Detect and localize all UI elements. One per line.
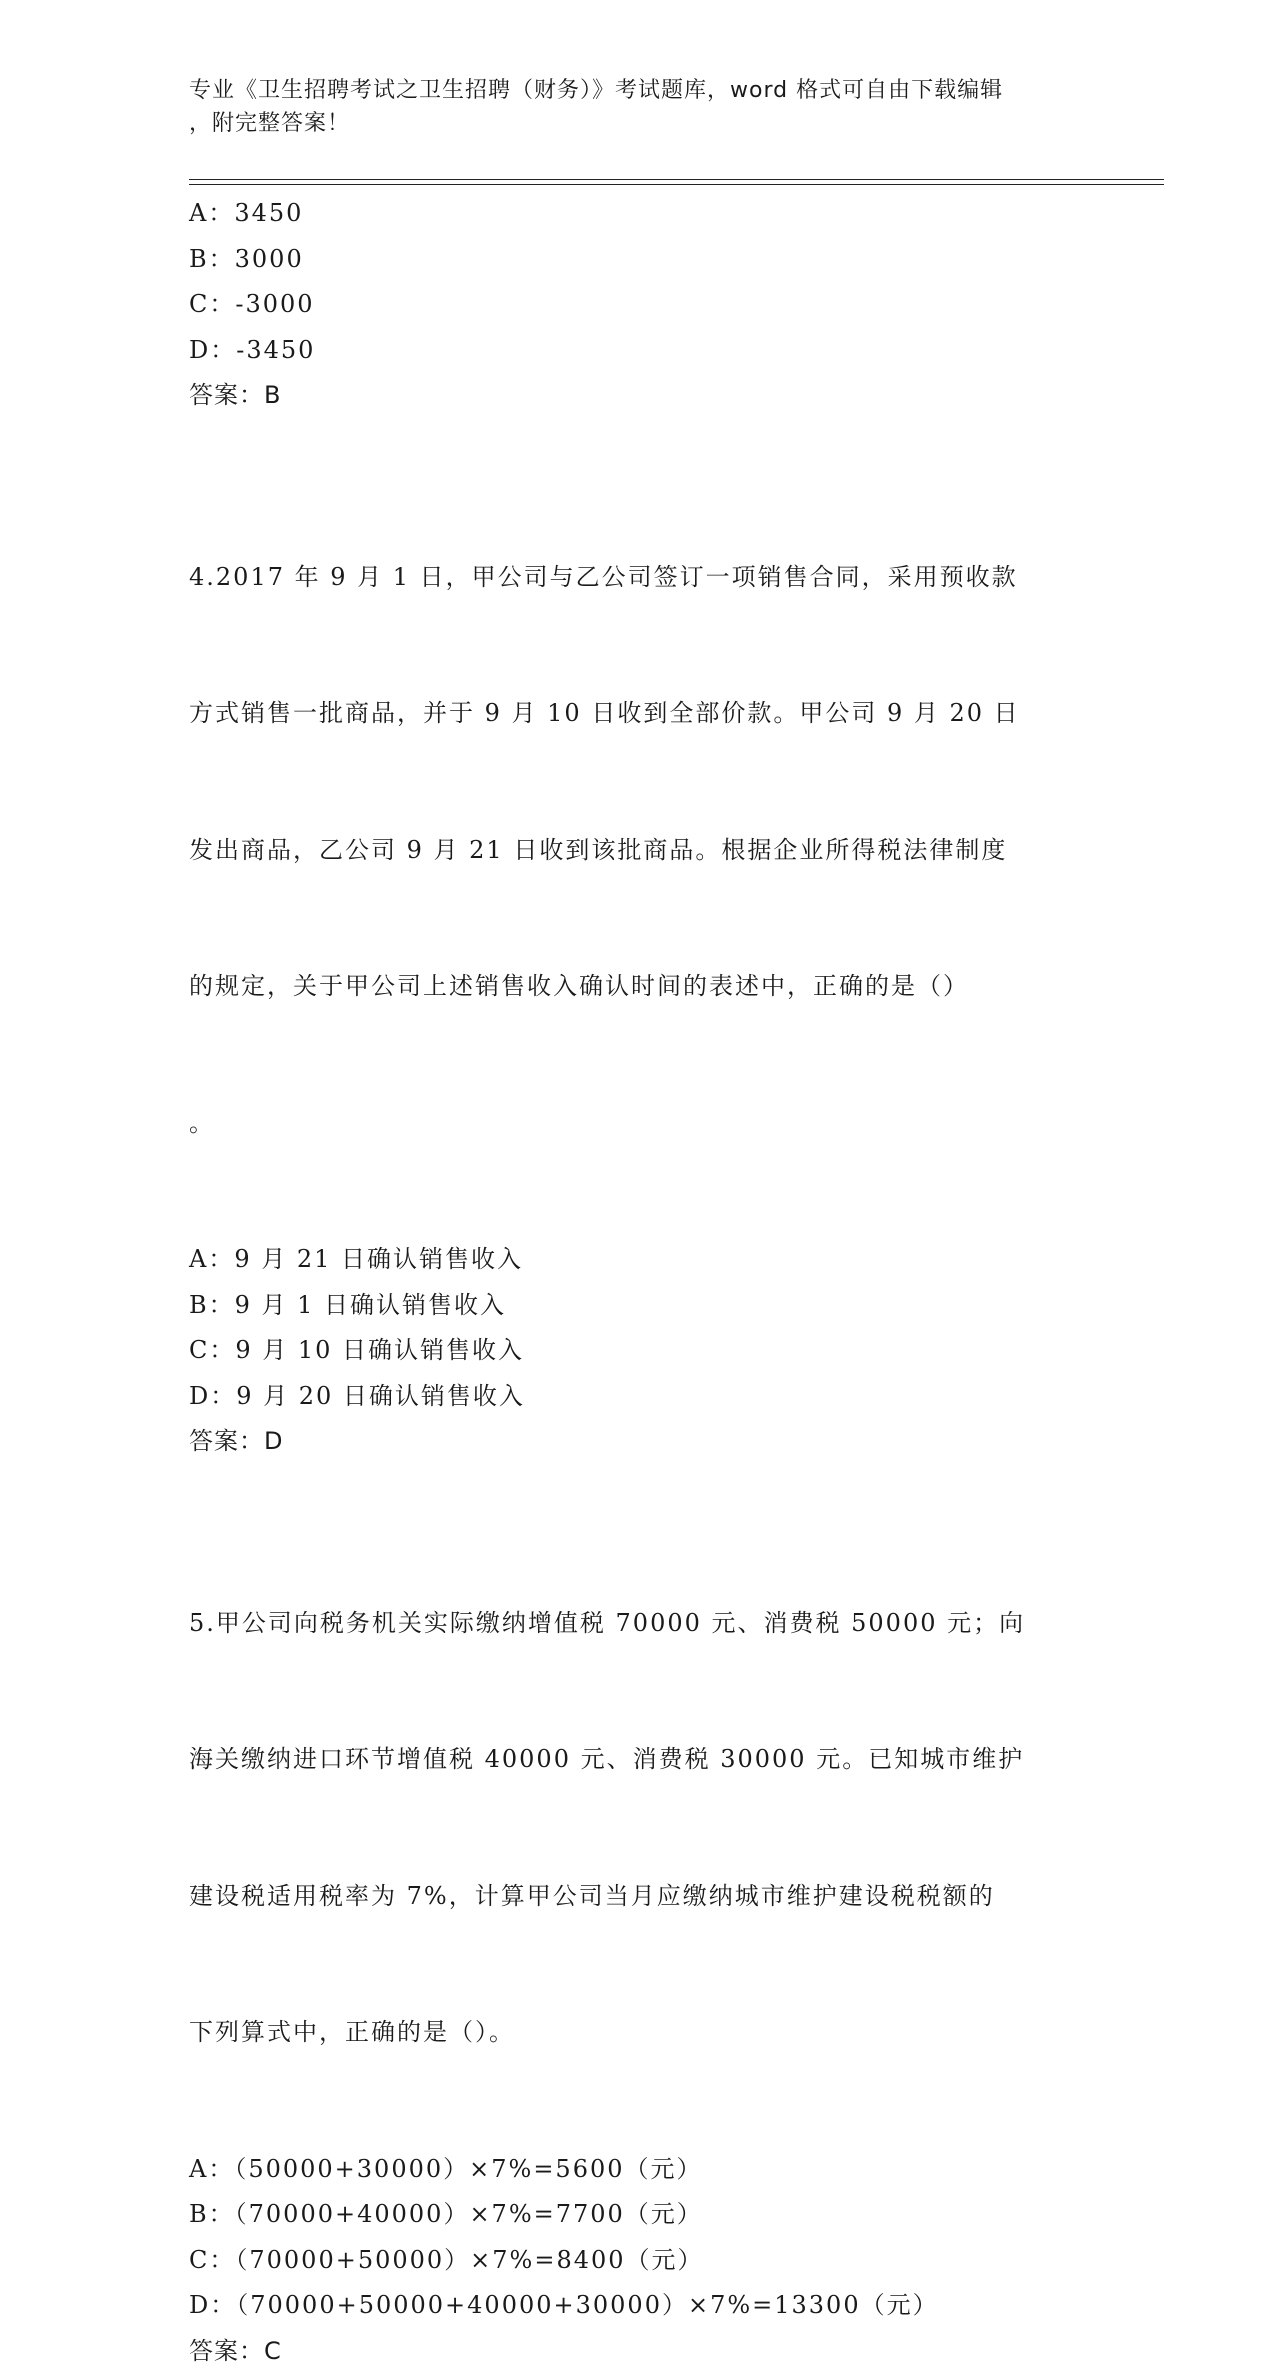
- header-line-2: ，附完整答案！: [189, 107, 1089, 140]
- q4-stem: [189, 464, 1089, 1238]
- header-divider: [189, 179, 1164, 185]
- spacer: [189, 1465, 1089, 1510]
- q3-answer: 答案：B: [189, 373, 1089, 419]
- question-3-block: [189, 191, 1089, 419]
- q5-option-c: C：（70000+50000）×7%=8400（元）: [189, 2238, 1089, 2284]
- q5-stem: [189, 1510, 1089, 2147]
- q4-stem-line: 的规定，关于甲公司上述销售收入确认时间的表述中，正确的是（）: [189, 964, 1089, 1010]
- q5-answer: 答案：C: [189, 2329, 1089, 2374]
- q5-option-a: A：（50000+30000）×7%=5600（元）: [189, 2147, 1089, 2193]
- document-body: [189, 191, 1089, 2374]
- q4-stem-line: 方式销售一批商品，并于 9 月 10 日收到全部价款。甲公司 9 月 20 日: [189, 691, 1089, 737]
- q4-option-c: C：9 月 10 日确认销售收入: [189, 1328, 1089, 1374]
- q4-answer: 答案：D: [189, 1419, 1089, 1465]
- q4-stem-line: 4.2017 年 9 月 1 日，甲公司与乙公司签订一项销售合同，采用预收款: [189, 555, 1089, 601]
- q3-option-a: A：3450: [189, 191, 1089, 237]
- q5-option-b: B：（70000+40000）×7%=7700（元）: [189, 2192, 1089, 2238]
- q4-option-a: A：9 月 21 日确认销售收入: [189, 1237, 1089, 1283]
- q5-stem-line: 建设税适用税率为 7%，计算甲公司当月应缴纳城市维护建设税税额的: [189, 1874, 1089, 1920]
- q5-stem-line: 5.甲公司向税务机关实际缴纳增值税 70000 元、消费税 50000 元；向: [189, 1601, 1089, 1647]
- page-header: [189, 74, 1089, 140]
- header-line-1: 专业《卫生招聘考试之卫生招聘（财务）》考试题库，word 格式可自由下载编辑: [189, 74, 1089, 107]
- spacer: [189, 419, 1089, 464]
- q3-option-c: C：-3000: [189, 282, 1089, 328]
- q4-stem-line: 。: [189, 1101, 1089, 1147]
- q3-option-b: B：3000: [189, 237, 1089, 283]
- q4-stem-line: 发出商品，乙公司 9 月 21 日收到该批商品。根据企业所得税法律制度: [189, 828, 1089, 874]
- q4-option-b: B：9 月 1 日确认销售收入: [189, 1283, 1089, 1329]
- question-4-block: [189, 464, 1089, 1465]
- q5-stem-line: 海关缴纳进口环节增值税 40000 元、消费税 30000 元。已知城市维护: [189, 1737, 1089, 1783]
- q5-stem-line: 下列算式中，正确的是（）。: [189, 2010, 1089, 2056]
- question-5-block: [189, 1510, 1089, 2374]
- q5-option-d: D：（70000+50000+40000+30000）×7%=13300（元）: [189, 2283, 1089, 2329]
- q4-option-d: D：9 月 20 日确认销售收入: [189, 1374, 1089, 1420]
- q3-option-d: D：-3450: [189, 328, 1089, 374]
